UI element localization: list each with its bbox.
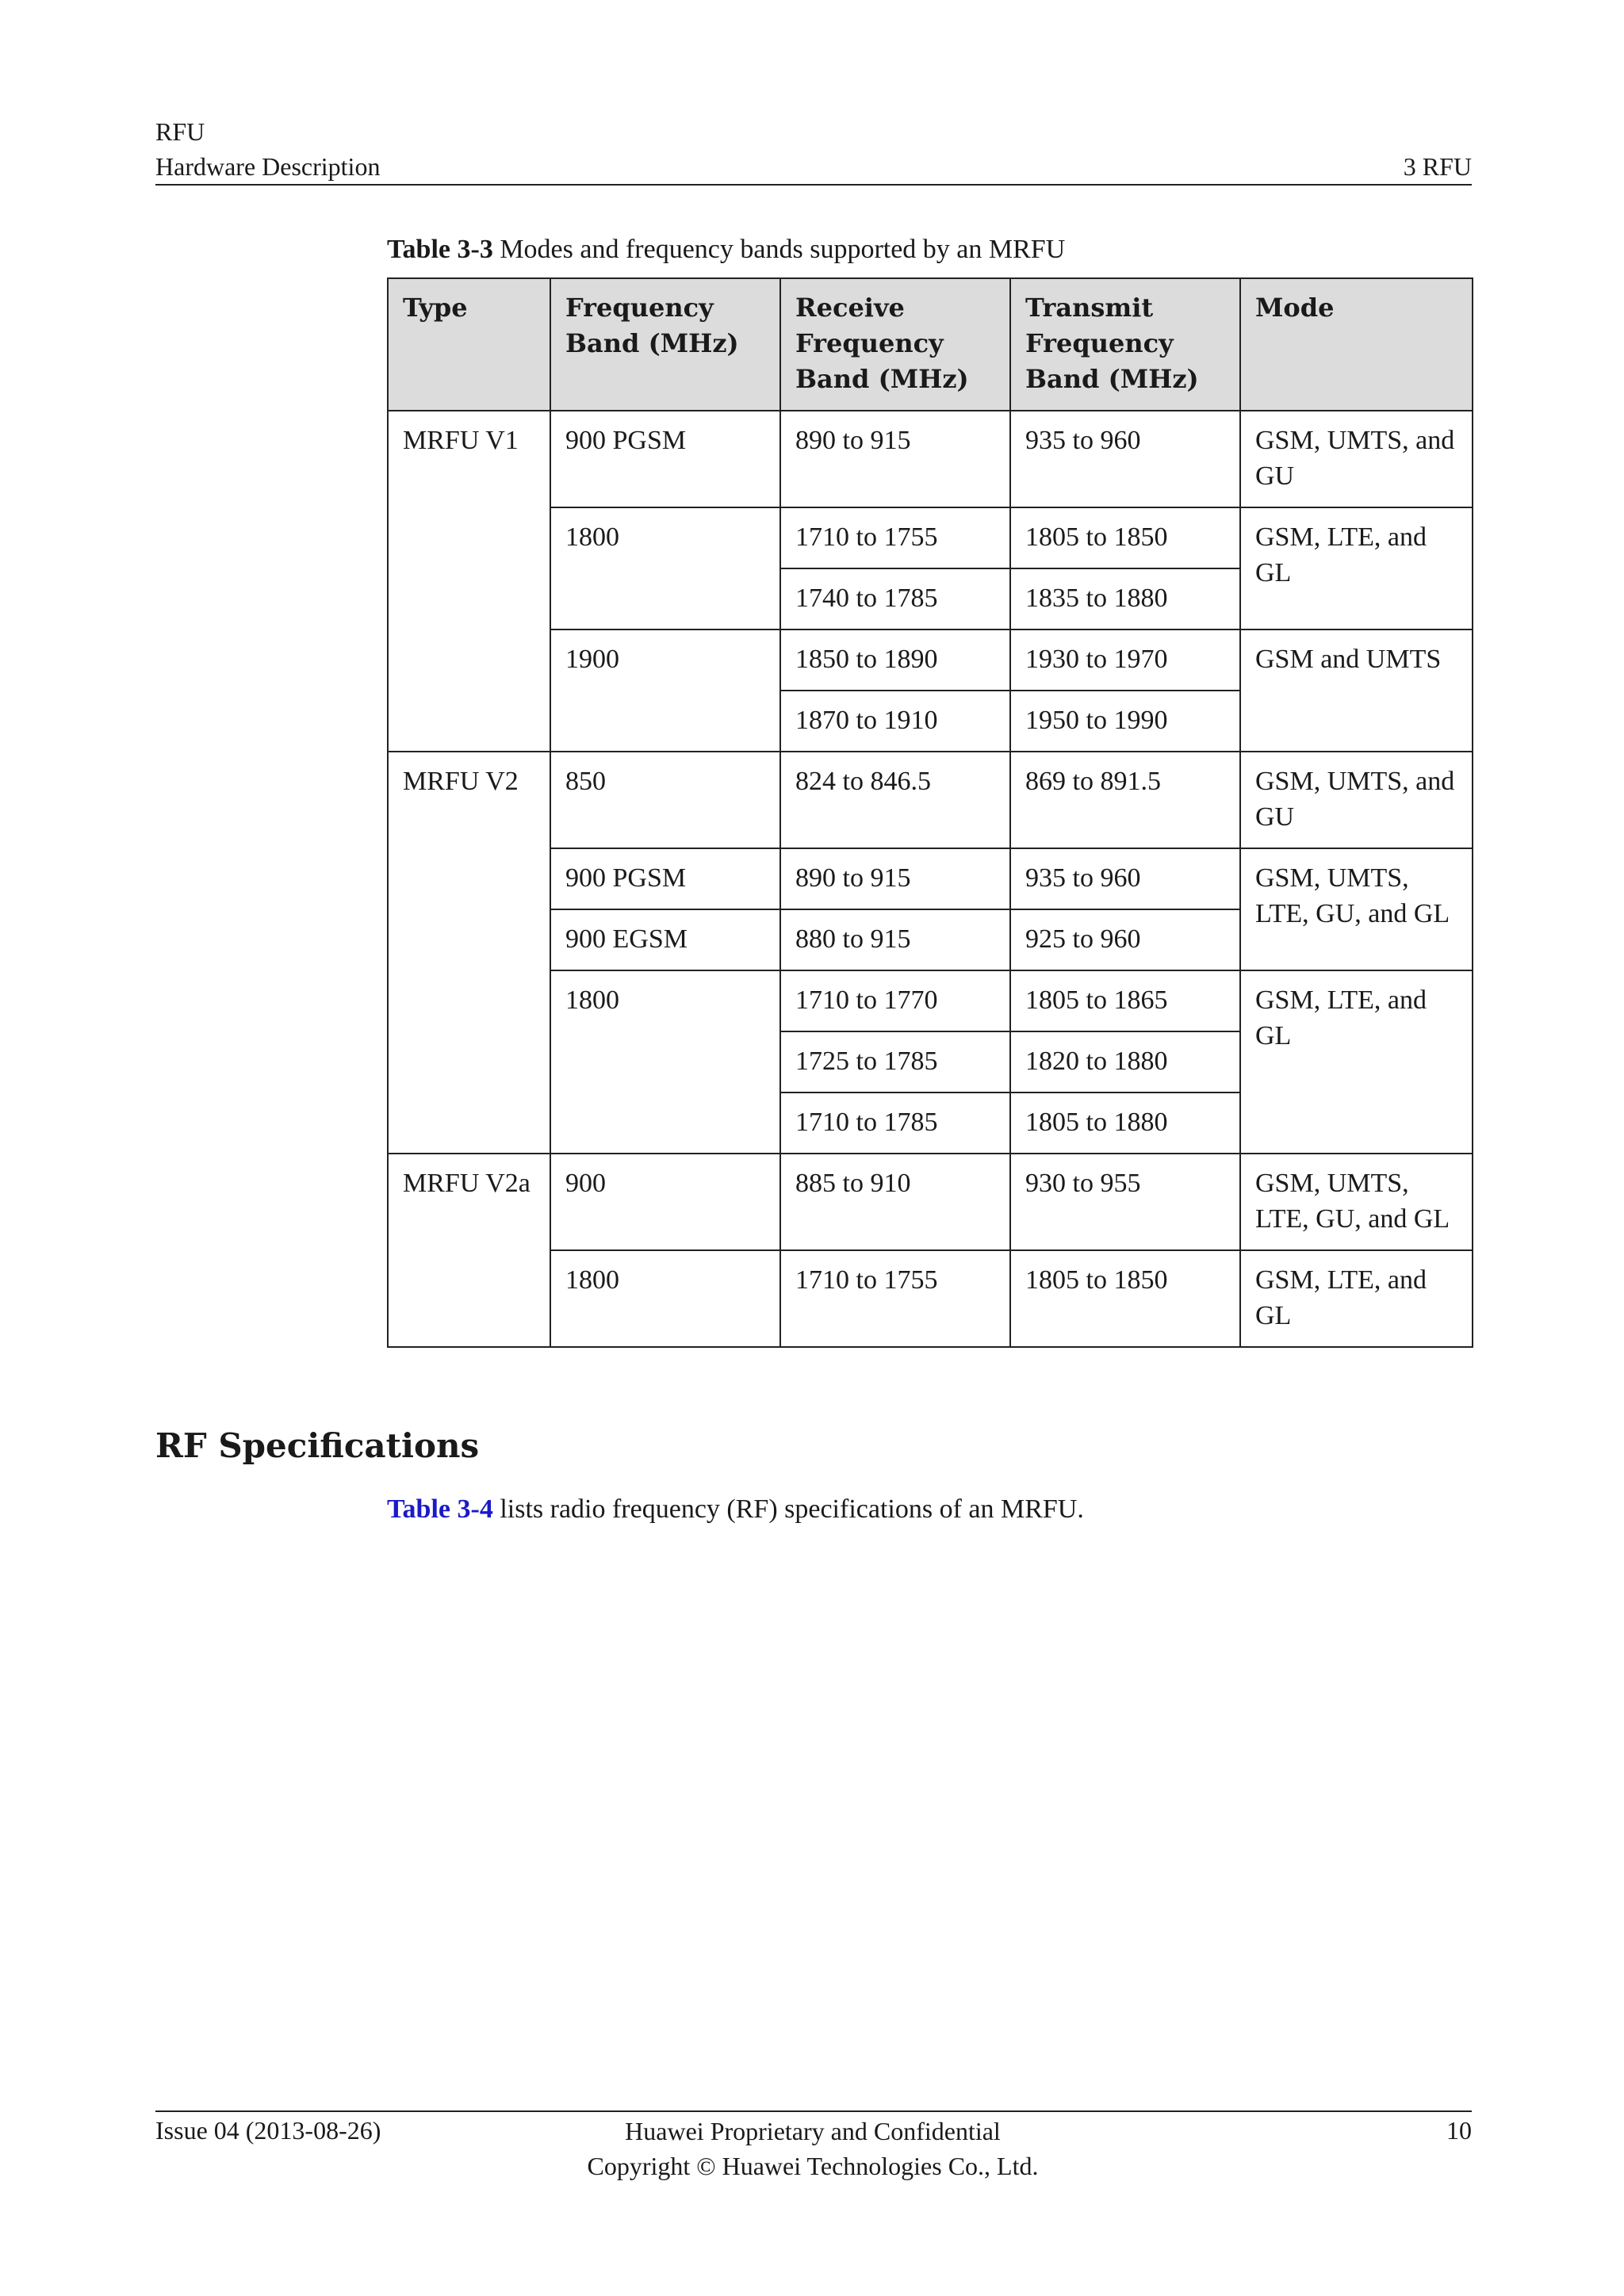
transmit-band-cell: 1820 to 1880 <box>1010 1031 1240 1093</box>
receive-band-cell: 1725 to 1785 <box>780 1031 1010 1093</box>
footer-center <box>476 2114 1150 2183</box>
column-header-mode: Mode <box>1240 278 1473 411</box>
footer-copyright: Copyright © Huawei Technologies Co., Ltd. <box>587 2152 1039 2180</box>
mode-cell: GSM and UMTS <box>1240 629 1473 752</box>
transmit-band-cell: 1805 to 1850 <box>1010 1250 1240 1347</box>
column-header-transmit-band: Transmit Frequency Band (MHz) <box>1010 278 1240 411</box>
table-3-4-link[interactable]: Table 3-4 <box>387 1494 493 1524</box>
transmit-band-cell: 935 to 960 <box>1010 411 1240 507</box>
section-body <box>387 1492 1084 1527</box>
mode-cell: GSM, UMTS, and GU <box>1240 411 1473 507</box>
footer-proprietary: Huawei Proprietary and Confidential <box>625 2117 1001 2145</box>
mode-cell: GSM, UMTS, LTE, GU, and GL <box>1240 1154 1473 1250</box>
page-number: 10 <box>1446 2116 1472 2145</box>
frequency-band-cell: 900 PGSM <box>550 411 780 507</box>
table-row <box>388 752 1473 848</box>
mode-cell: GSM, UMTS, and GU <box>1240 752 1473 848</box>
transmit-band-cell: 1950 to 1990 <box>1010 691 1240 752</box>
section-body-text: lists radio frequency (RF) specifications of an MRFU. <box>492 1494 1084 1524</box>
header-chapter: 3 RFU <box>1403 152 1472 181</box>
table-row <box>388 411 1473 507</box>
frequency-band-cell: 1800 <box>550 1250 780 1347</box>
table-caption-label: Table 3-3 <box>387 235 493 264</box>
table-row <box>388 970 1473 1031</box>
transmit-band-cell: 1805 to 1850 <box>1010 507 1240 568</box>
receive-band-cell: 890 to 915 <box>780 411 1010 507</box>
receive-band-cell: 885 to 910 <box>780 1154 1010 1250</box>
receive-band-cell: 890 to 915 <box>780 848 1010 909</box>
receive-band-cell: 1740 to 1785 <box>780 568 1010 629</box>
transmit-band-cell: 925 to 960 <box>1010 909 1240 970</box>
frequency-band-cell: 1900 <box>550 629 780 752</box>
receive-band-cell: 1710 to 1755 <box>780 1250 1010 1347</box>
footer-issue: Issue 04 (2013-08-26) <box>155 2116 381 2145</box>
transmit-band-cell: 869 to 891.5 <box>1010 752 1240 848</box>
frequency-band-cell: 1800 <box>550 507 780 629</box>
transmit-band-cell: 930 to 955 <box>1010 1154 1240 1250</box>
transmit-band-cell: 935 to 960 <box>1010 848 1240 909</box>
table-header-row <box>388 278 1473 411</box>
column-header-frequency-band: Frequency Band (MHz) <box>550 278 780 411</box>
table-row <box>388 1154 1473 1250</box>
frequency-bands-table <box>387 277 1473 1348</box>
frequency-band-cell: 1800 <box>550 970 780 1154</box>
frequency-band-cell: 900 PGSM <box>550 848 780 909</box>
frequency-band-cell: 900 <box>550 1154 780 1250</box>
table-caption-text: Modes and frequency bands supported by an MRFU <box>492 235 1066 264</box>
header-document-title: Hardware Description <box>155 152 381 181</box>
header-product: RFU <box>155 117 205 146</box>
frequency-band-cell: 900 EGSM <box>550 909 780 970</box>
receive-band-cell: 1710 to 1785 <box>780 1093 1010 1154</box>
mode-cell: GSM, UMTS, LTE, GU, and GL <box>1240 848 1473 970</box>
footer-divider <box>155 2110 1472 2112</box>
table-row <box>388 1250 1473 1347</box>
receive-band-cell: 1870 to 1910 <box>780 691 1010 752</box>
transmit-band-cell: 1805 to 1865 <box>1010 970 1240 1031</box>
table-row <box>388 629 1473 691</box>
frequency-band-cell: 850 <box>550 752 780 848</box>
column-header-type: Type <box>388 278 550 411</box>
transmit-band-cell: 1930 to 1970 <box>1010 629 1240 691</box>
header-divider <box>155 184 1472 186</box>
table-caption <box>387 233 1065 266</box>
transmit-band-cell: 1805 to 1880 <box>1010 1093 1240 1154</box>
type-cell: MRFU V2 <box>388 752 550 1154</box>
receive-band-cell: 1710 to 1755 <box>780 507 1010 568</box>
receive-band-cell: 824 to 846.5 <box>780 752 1010 848</box>
section-title: RF Specifications <box>155 1426 480 1465</box>
mode-cell: GSM, LTE, and GL <box>1240 507 1473 629</box>
transmit-band-cell: 1835 to 1880 <box>1010 568 1240 629</box>
column-header-receive-band: Receive Frequency Band (MHz) <box>780 278 1010 411</box>
table-row <box>388 848 1473 909</box>
receive-band-cell: 1850 to 1890 <box>780 629 1010 691</box>
header-bar <box>155 151 1472 182</box>
type-cell: MRFU V1 <box>388 411 550 752</box>
mode-cell: GSM, LTE, and GL <box>1240 970 1473 1154</box>
receive-band-cell: 880 to 915 <box>780 909 1010 970</box>
type-cell: MRFU V2a <box>388 1154 550 1347</box>
mode-cell: GSM, LTE, and GL <box>1240 1250 1473 1347</box>
receive-band-cell: 1710 to 1770 <box>780 970 1010 1031</box>
table-row <box>388 507 1473 568</box>
